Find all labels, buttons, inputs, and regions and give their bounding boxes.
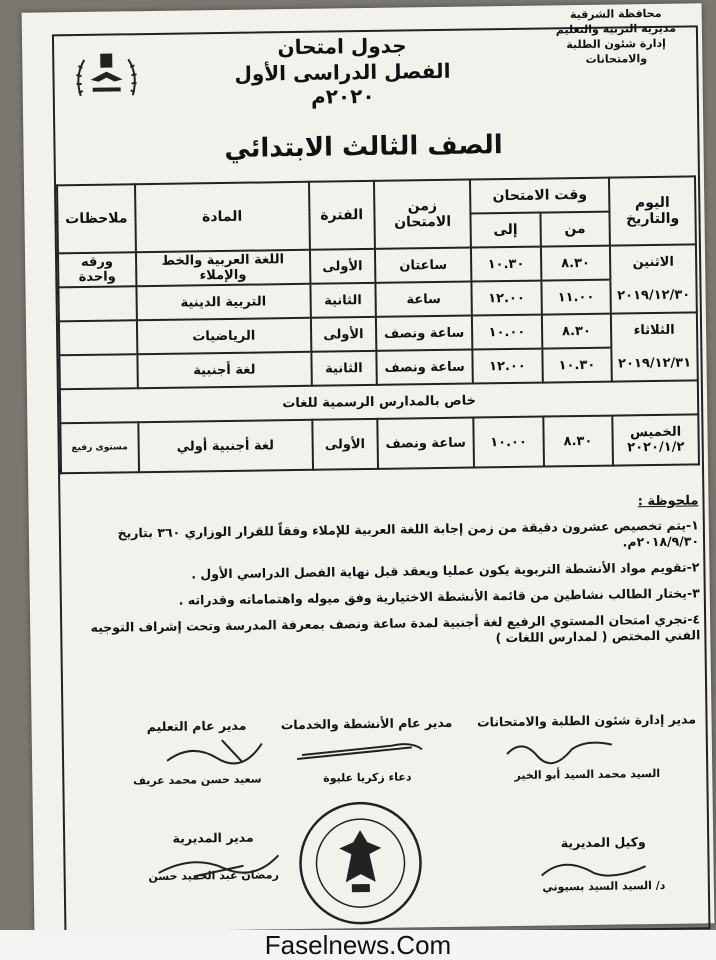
semester-line: الفصل الدراسى الأول ٢٠٢٠م bbox=[234, 58, 451, 109]
subject-cell: التربية الدينية bbox=[136, 284, 310, 320]
signatory-name: السيد محمد السيد أبو الخير bbox=[514, 766, 661, 782]
period-cell: الأولى bbox=[312, 419, 378, 470]
signatory-role: مدير عام الأنشطة والخدمات bbox=[280, 714, 453, 733]
header-to: إلى bbox=[471, 213, 541, 248]
header-day: اليوم والتاريخ bbox=[609, 176, 696, 245]
note-item: ٣-يختار الطالب نشاطين من قائمة الأنشطة الاختيارية وفق ميوله واهتماماته وقدراته . bbox=[178, 585, 700, 608]
exam-schedule-table bbox=[56, 175, 700, 474]
from-cell: ٨.٣٠ bbox=[541, 246, 611, 281]
day-cell: الثلاثاء bbox=[611, 312, 697, 347]
duration-cell: ساعة ونصف bbox=[376, 316, 473, 351]
header-notes: ملاحظات bbox=[57, 184, 136, 253]
title-line: جدول امتحان bbox=[277, 33, 407, 60]
header-exam-time: وقت الامتحان bbox=[470, 178, 609, 214]
duration-cell: ساعة ونصف bbox=[377, 418, 474, 469]
header-duration: زمن الامتحان bbox=[374, 180, 471, 249]
notes-heading: ملحوظة : bbox=[637, 493, 699, 510]
issuer-block bbox=[536, 5, 697, 67]
note-item: ٤-تجري امتحان المستوي الرفيع لغة أجنبية لمدة ساعة ونصف بمعرفة المدرسة وتحت إشراف التوجيه الفني المختص ( لمدارس اللغات ) bbox=[90, 611, 701, 646]
table-row bbox=[60, 414, 699, 473]
from-cell: ١٠.٣٠ bbox=[542, 348, 612, 383]
subject-cell: لغة أجنبية أولي bbox=[138, 420, 312, 472]
note-item: ٢-تقويم مواد الأنشطة التربوية يكون عمليا ويعقد قبل نهاية الفصل الدراسي الأول . bbox=[191, 559, 700, 582]
signatory-name: رمضان عبد الحميد حسن bbox=[148, 868, 279, 884]
watermark: Faselnews.Com bbox=[0, 930, 716, 960]
to-cell: ١٢.٠٠ bbox=[472, 281, 542, 316]
signature-scribble bbox=[502, 732, 622, 768]
official-seal-icon bbox=[295, 797, 427, 929]
header-period: الفترة bbox=[309, 181, 375, 250]
issuer-line: محافظة الشرقية bbox=[569, 6, 662, 22]
note-cell bbox=[58, 286, 136, 321]
period-cell: الأولى bbox=[310, 317, 376, 352]
duration-cell: ساعتان bbox=[375, 248, 472, 283]
subject-cell: اللغة العربية والخط والإملاء bbox=[136, 250, 310, 286]
notes-section bbox=[68, 493, 700, 662]
from-cell: ١١.٠٠ bbox=[541, 280, 611, 315]
signatory-role: مدير عام التعليم bbox=[146, 717, 247, 735]
day-cell bbox=[612, 414, 699, 465]
signatory-role: مدير المديرية bbox=[172, 829, 254, 846]
note-cell: ورقه واحدة bbox=[58, 252, 136, 287]
note-cell: مستوى رفيع bbox=[60, 422, 138, 473]
from-cell: ٨.٣٠ bbox=[543, 416, 613, 467]
note-cell bbox=[59, 320, 137, 355]
date-cell: ٢٠١٩/١٢/٣٠ bbox=[611, 278, 697, 313]
from-cell: ٨.٣٠ bbox=[541, 314, 611, 349]
header-subject: المادة bbox=[135, 182, 310, 252]
signatory-name: سعيد حسن محمد عريف bbox=[133, 772, 262, 788]
signature-scribble bbox=[162, 733, 272, 769]
duration-cell: ساعة ونصف bbox=[376, 350, 473, 385]
signatory-role: مدير إدارة شئون الطلبة والامتحانات bbox=[476, 711, 697, 730]
document-title bbox=[202, 32, 483, 110]
period-cell: الثانية bbox=[310, 283, 376, 318]
signature-scribble bbox=[153, 847, 283, 881]
issuer-line: إدارة شئون الطلبة والامتحانات bbox=[566, 36, 666, 66]
signatory-role: وكيل المديرية bbox=[560, 834, 646, 851]
document-page bbox=[22, 3, 715, 932]
day-name: الاثنين bbox=[632, 254, 674, 271]
to-cell: ١٢.٠٠ bbox=[472, 349, 542, 384]
to-cell: ١٠.٠٠ bbox=[473, 417, 543, 468]
note-cell bbox=[59, 354, 137, 389]
signatory-name: د/ السيد السيد بسيوني bbox=[542, 878, 666, 894]
signatory-name: دعاء زكريا عليوة bbox=[323, 770, 412, 785]
signature-scribble bbox=[292, 735, 432, 767]
to-cell: ١٠.٠٠ bbox=[472, 315, 542, 350]
header-from: من bbox=[540, 212, 610, 247]
issuer-line: مديرية التربية والتعليم bbox=[555, 21, 677, 37]
note-item: ١-يتم تخصيص عشرون دقيقة من زمن إجابة اللغة العربية للإملاء وفقاً للقرار الوزاري ٣٦٠ بتاريخ ٢٠١٨/٩/٣٠م. bbox=[117, 517, 700, 550]
to-cell: ١٠.٣٠ bbox=[471, 247, 541, 282]
duration-cell: ساعة bbox=[375, 282, 472, 317]
subject-cell: لغة أجنبية bbox=[137, 352, 311, 388]
date-cell: ٢٠١٩/١٢/٣١ bbox=[611, 346, 697, 381]
special-section-label: خاص بالمدارس الرسمية للغات bbox=[60, 380, 698, 423]
grade-title: الصف الثالث الابتدائي bbox=[224, 130, 503, 164]
period-cell: الأولى bbox=[310, 249, 376, 284]
signature-scribble bbox=[533, 850, 653, 886]
date-value: ٢٠٢٠/١/٢ bbox=[627, 439, 685, 456]
day-name: الخميس bbox=[629, 424, 682, 441]
day-cell bbox=[610, 244, 696, 279]
eagle-emblem-icon bbox=[70, 45, 143, 108]
period-cell: الثانية bbox=[311, 351, 377, 386]
subject-cell: الرياضيات bbox=[137, 318, 311, 354]
